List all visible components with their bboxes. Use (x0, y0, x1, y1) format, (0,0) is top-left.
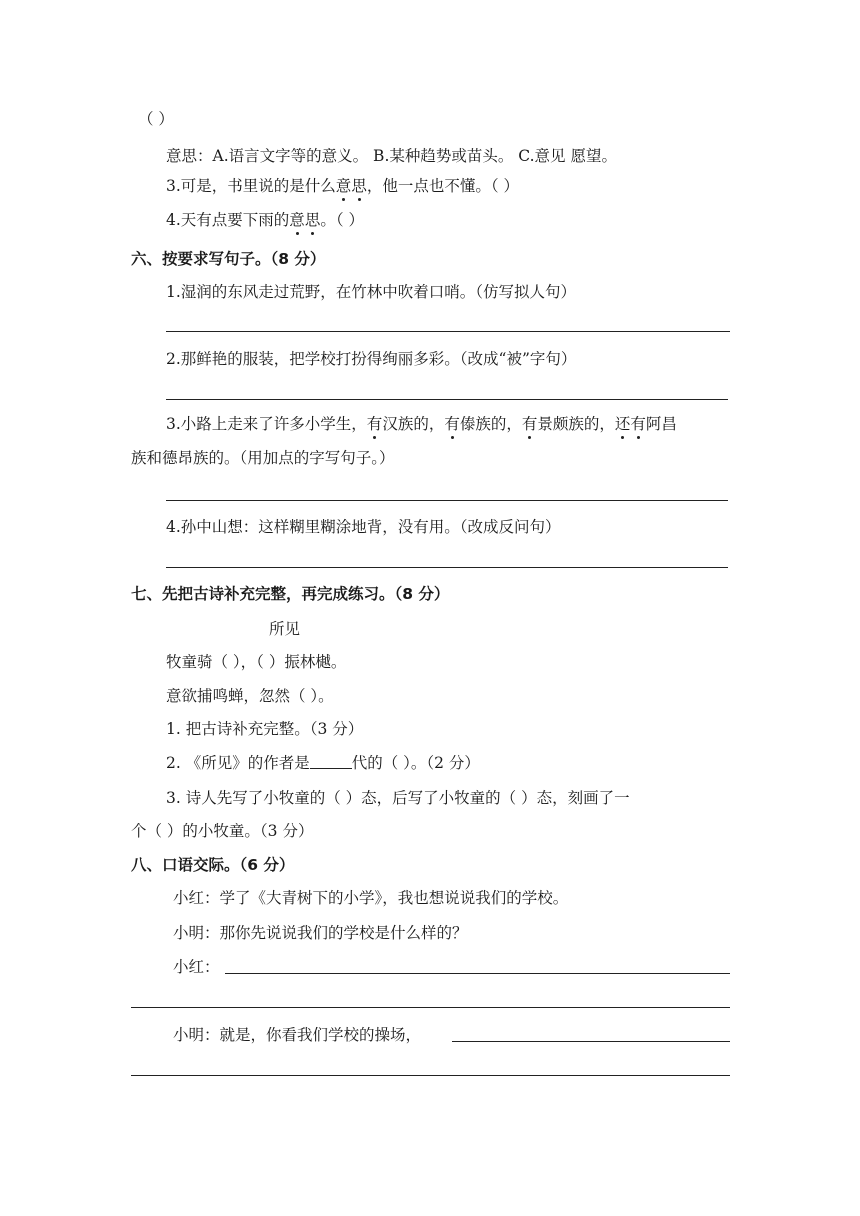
blank-underline[interactable] (310, 754, 352, 769)
section-6-heading: 六、按要求写句子。（8 分） (131, 250, 326, 268)
answer-line[interactable] (166, 399, 728, 400)
q-text: 。（ ） (320, 211, 365, 229)
question-5-3 (166, 175, 519, 197)
dotted-char: 意 (335, 177, 352, 195)
dotted-char: 有 (521, 415, 538, 433)
question-6-3 (166, 413, 677, 435)
question-5-4 (166, 209, 364, 231)
answer-line[interactable] (166, 331, 730, 332)
dialogue-line-1: 小红：学了《大青树下的小学》，我也想说说我们的学校。 (173, 889, 569, 907)
answer-line[interactable] (166, 567, 728, 568)
dotted-char: 有 (366, 415, 383, 433)
q-text: 代的（ ）。（2 分） (351, 754, 480, 772)
q-text: ，他一点也不懂。（ ） (366, 177, 520, 195)
dotted-char: 有 (630, 415, 646, 433)
question-7-1: 1. 把古诗补充完整。（3 分） (166, 720, 364, 738)
q-text: 傣族的， (459, 415, 522, 433)
q-text: 2. 《所见》的作者是 (166, 754, 310, 772)
answer-line[interactable] (131, 1075, 730, 1076)
answer-line[interactable] (166, 500, 728, 501)
question-6-2: 2.那鲜艳的服装，把学校打扮得绚丽多彩。（改成“被”字句） (166, 350, 577, 368)
question-7-3: 3. 诗人先写了小牧童的（ ）态，后写了小牧童的（ ）态，刻画了一 (166, 789, 630, 807)
q-text: 阿昌 (645, 415, 677, 433)
q-text: 4.天有点要下雨的 (166, 211, 290, 229)
question-6-1: 1.湿润的东风走过荒野，在竹林中吹着口哨。（仿写拟人句） (166, 283, 577, 301)
answer-line[interactable] (452, 1041, 730, 1042)
top-paren: （ ） (138, 110, 174, 128)
poem-line-2: 意欲捕鸣蝉，忽然（ ）。 (166, 687, 334, 705)
dialogue-line-3: 小红： (173, 958, 220, 976)
dotted-char: 思 (351, 177, 367, 195)
answer-line[interactable] (131, 1007, 730, 1008)
dialogue-line-2: 小明：那你先说说我们的学校是什么样的？ (173, 924, 468, 942)
dotted-char: 思 (304, 211, 321, 229)
poem-title: 所见 (269, 620, 301, 638)
question-7-2 (166, 752, 480, 774)
poem-line-1: 牧童骑（ ），（ ）振林樾。 (166, 653, 347, 671)
q-text: 3.可是，书里说的是什么 (166, 177, 336, 195)
section-8-heading: 八、口语交际。（6 分） (131, 856, 295, 874)
q-text: 汉族的， (382, 415, 445, 433)
section-7-heading: 七、先把古诗补充完整，再完成练习。（8 分） (131, 585, 450, 603)
question-6-3-cont: 族和德昂族的。（用加点的字写句子。） (131, 449, 395, 467)
dotted-char: 还 (614, 415, 631, 433)
q-text: 景颇族的， (537, 415, 615, 433)
dotted-char: 有 (444, 415, 460, 433)
q-text: 3.小路上走来了许多小学生， (166, 415, 367, 433)
answer-line[interactable] (225, 973, 730, 974)
question-7-3-cont: 个（ ）的小牧童。（3 分） (131, 822, 314, 840)
dotted-char: 意 (289, 211, 305, 229)
meaning-options: 意思：A.语言文字等的意义。 B.某种趋势或苗头。 C.意见 愿望。 (166, 147, 617, 165)
dialogue-line-4: 小明：就是，你看我们学校的操场， (173, 1026, 422, 1044)
question-6-4: 4.孙中山想：这样糊里糊涂地背，没有用。（改成反问句） (166, 518, 561, 536)
